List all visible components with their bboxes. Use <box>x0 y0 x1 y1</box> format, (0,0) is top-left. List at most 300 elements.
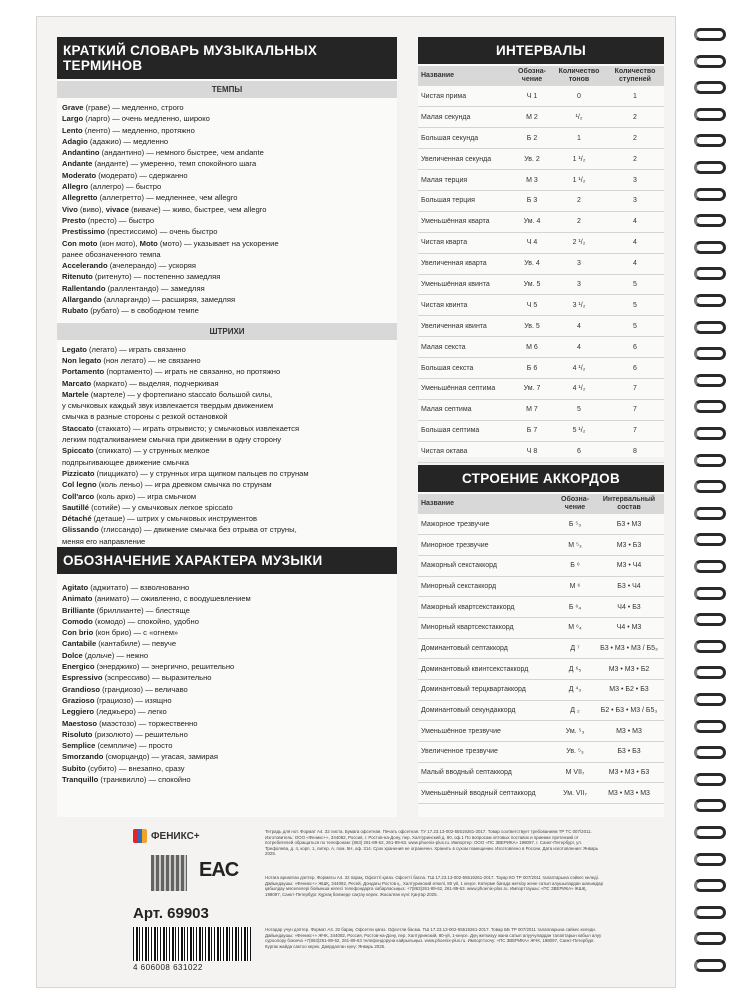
intervals-table <box>418 66 664 463</box>
fine-print-kz: Нотаға арналған дәптер. Форматы А4. 32 парақ. Офсетті қағаз. Офсетті баспа. ТШ 17.23.13-002-55519261-2017. Тауар КО ТР 007/2011 талаптарына сәйкес келеді. Дайындаушы: «Феникс+» ЖШҚ, 344082, Ресей, Дондағы Ростов қ., Халтуринский өткелі, 80 үй, 1 кеңсе. Көтерме бағада жеткізу және сатып алушылардан шағымдар қабылдау мәселелері бойынша келесі телефондарға хабарласыңыз: +7(863)261-89-62, 261-89-63. www.phoenix-plus.ru. Импорттаушы: «ПС ЗВЕРИКА» ЖШҚ, 198097, Санкт-Петербург. Кұрғақ бөлмеде сақтау керек. Жасалған күні: Қаңтар 2025. <box>265 875 604 897</box>
phoenix-logo-icon <box>133 829 147 843</box>
binding-ring <box>692 879 728 893</box>
term-definition: (аджитато) — взволнованно <box>88 583 190 592</box>
interval-steps: 1 <box>606 86 664 107</box>
term-line <box>57 524 397 535</box>
interval-steps: 4 <box>606 211 664 232</box>
interval-symbol: Ув. 5 <box>512 316 552 337</box>
term-definition: меняя его направление <box>62 536 146 546</box>
interval-tones: 2 ¹/₂ <box>552 232 606 253</box>
term-line <box>57 695 397 706</box>
chord-symbol: М VII₇ <box>556 762 594 783</box>
interval-tones: 3 <box>552 253 606 274</box>
term-definition: (ритенуто) — постепенно замедляя <box>92 272 221 282</box>
term-word: Allegretto <box>62 193 98 203</box>
term-word: Subito <box>62 763 86 773</box>
term-word: Moto <box>139 238 158 248</box>
chord-symbol: Ум. VII₇ <box>556 783 594 804</box>
term-line <box>57 740 397 751</box>
term-line <box>57 102 397 113</box>
character-card <box>57 547 397 817</box>
binding-ring <box>692 587 728 601</box>
term-definition: (пиццикато) — у струнных игра щипком пальцев по струнам <box>94 468 309 478</box>
chord-structure: М3 • М3 • Б3 <box>594 762 664 783</box>
chord-name: Доминантовый септаккорд <box>418 638 556 659</box>
binding-ring <box>692 640 728 654</box>
interval-steps: 4 <box>606 232 664 253</box>
intervals-col-steps: Количество ступеней <box>606 66 664 86</box>
term-line <box>57 192 397 203</box>
chord-row <box>418 576 664 597</box>
chords-col-name: Название <box>418 494 556 514</box>
binding-ring <box>692 321 728 335</box>
term-definition: (ленто) — медленно, протяжно <box>82 125 195 135</box>
term-word: Portamento <box>62 367 105 377</box>
term-definition: (престиссимо) — очень быстро <box>105 227 218 237</box>
interval-row <box>418 128 664 149</box>
chord-name: Малый вводный септаккорд <box>418 762 556 783</box>
term-line <box>57 502 397 513</box>
chord-name: Доминантовый квинтсекстаккорд <box>418 659 556 680</box>
term-word: Energico <box>62 662 95 672</box>
binding-ring <box>692 826 728 840</box>
term-line <box>57 136 397 147</box>
chord-structure: М3 • М3 • Б2 <box>594 659 664 680</box>
term-definition: (транквилло) — спокойно <box>98 775 191 785</box>
binding-ring <box>692 28 728 42</box>
interval-steps: 3 <box>606 170 664 191</box>
interval-row <box>418 232 664 253</box>
term-line <box>57 593 397 604</box>
chord-row <box>418 700 664 721</box>
binding-ring <box>692 214 728 228</box>
term-word: Legato <box>62 344 87 354</box>
interval-row <box>418 253 664 274</box>
term-word: Con brio <box>62 628 94 638</box>
term-line <box>57 751 397 762</box>
interval-tones: 1 ¹/₂ <box>552 149 606 170</box>
article-number: Арт. 69903 <box>133 905 209 922</box>
term-word: Accelerando <box>62 261 108 271</box>
interval-steps: 5 <box>606 316 664 337</box>
binding-ring <box>692 746 728 760</box>
binding-ring <box>692 560 728 574</box>
binding-ring <box>692 693 728 707</box>
term-line <box>57 582 397 593</box>
chord-row <box>418 555 664 576</box>
term-definition: (энерджико) — энергично, решительно <box>94 662 235 672</box>
term-definition: у смычковых каждый звук извлекается твердым движением <box>62 401 274 411</box>
term-definition: (модерато) — сдержанно <box>96 170 188 180</box>
binding-ring <box>692 374 728 388</box>
term-definition: (андантино) — немного быстрее, чем andante <box>99 148 264 158</box>
chords-header-row <box>418 494 664 514</box>
interval-tones: 2 <box>552 211 606 232</box>
interval-row <box>418 358 664 379</box>
chords-col-symbol: Обозна-чение <box>556 494 594 514</box>
brand-logo <box>133 829 200 843</box>
term-definition: (маэстозо) — торжественно <box>97 718 198 728</box>
chord-structure: Б3 • М3 <box>594 514 664 535</box>
chord-structure: М3 • М3 • М3 <box>594 783 664 804</box>
interval-row <box>418 107 664 128</box>
binding-ring <box>692 533 728 547</box>
tempos-list <box>57 98 397 317</box>
binding-ring <box>692 853 728 867</box>
intervals-title: ИНТЕРВАЛЫ <box>418 37 664 64</box>
binding-ring <box>692 613 728 627</box>
term-word: Risoluto <box>62 729 93 739</box>
chord-structure: Б3 • Ч4 <box>594 576 664 597</box>
term-definition: (грандиозо) — величаво <box>99 684 188 694</box>
term-definition: (сотийе) — у смычковых легкое spiccato <box>89 502 233 512</box>
chords-col-structure: Интервальный состав <box>594 494 664 514</box>
chord-structure: М3 • Б2 • Б3 <box>594 680 664 701</box>
term-definition: (легато) — играть связанно <box>86 344 186 354</box>
term-line <box>57 445 397 456</box>
term-line <box>57 774 397 785</box>
binding-ring <box>692 427 728 441</box>
dictionary-card <box>57 37 397 562</box>
intervals-col-name: Название <box>418 66 512 86</box>
chord-symbol: Д ⁷ <box>556 638 594 659</box>
term-line <box>57 271 397 282</box>
binding-ring <box>692 81 728 95</box>
chord-structure: Ч4 • М3 <box>594 617 664 638</box>
term-word: Adagio <box>62 136 88 146</box>
term-word: Staccato <box>62 423 94 433</box>
binding-ring <box>692 959 728 973</box>
term-definition: (виваче) — живо, быстрее, чем allegro <box>128 204 267 214</box>
term-definition: (мартеле) — у фортепиано staccato большой силы, <box>88 389 273 399</box>
binding-ring <box>692 773 728 787</box>
interval-tones: 3 ¹/₂ <box>552 295 606 316</box>
chords-table <box>418 494 664 804</box>
interval-row <box>418 86 664 107</box>
term-line <box>57 378 397 389</box>
term-line <box>57 411 397 422</box>
intervals-col-symbol: Обозна-чение <box>512 66 552 86</box>
term-line <box>57 355 397 366</box>
term-definition: (сморцандо) — угасая, замирая <box>103 752 218 762</box>
binding-ring <box>692 400 728 414</box>
term-definition: (раллентандо) — замедляя <box>105 283 205 293</box>
interval-name: Чистая кварта <box>418 232 512 253</box>
term-word: Spiccato <box>62 446 94 456</box>
interval-steps: 4 <box>606 253 664 274</box>
term-line <box>57 344 397 355</box>
interval-symbol: Ув. 4 <box>512 253 552 274</box>
term-definition: (субито) — внезапно, сразу <box>85 763 185 773</box>
term-definition: (грациозо) — изящно <box>94 695 172 705</box>
term-definition: (коль леньо) — игра древком смычка по струнам <box>96 480 272 490</box>
interval-row <box>418 295 664 316</box>
interval-tones: 4 ¹/₂ <box>552 378 606 399</box>
binding-ring <box>692 267 728 281</box>
term-definition: (кон брио) — с «огнем» <box>93 628 179 638</box>
fine-print-ru: Тетрадь для нот. Формат А4. 32 листа. Бумага офсетная. Печать офсетная. ТУ 17.23.13-002-55519261-2017. Товар соответствует требованиям ТР ТС 007/2011. Изготовитель: ООО «Феникс+», 344082, Россия, г. Ростов-на-Дону, пер. Халтуринский д. 80, оф.1 По вопросам оптовых поставок и приемке претензий от потребителей обращаться по телефонам: (863) 261-89-62, 261-89-63. www.phoenix-plus.ru. Импортер: ООО «ПС ЗВЕРИКА» 198097, г. Санкт-Петербург, ул. Трефолева, д. 4, корп. 1, литер. А, пом. 5Н, оф. 314. Срок хранения не ограничен. Хранить в сухом помещении. Изготовлено в России. Дата изготовления: Январь 2025. <box>265 829 599 857</box>
term-word: Leggiero <box>62 707 95 717</box>
interval-symbol: Ч 8 <box>512 441 552 462</box>
term-definition: (глиссандо) — движение смычка без отрыва от струны, <box>98 525 297 535</box>
chord-symbol: М ⁶₄ <box>556 617 594 638</box>
interval-steps: 5 <box>606 295 664 316</box>
chord-name: Минорный квартсекстаккорд <box>418 617 556 638</box>
term-line <box>57 423 397 434</box>
interval-row <box>418 149 664 170</box>
interval-row <box>418 316 664 337</box>
interval-steps: 6 <box>606 358 664 379</box>
chord-structure: Б3 • Б3 <box>594 742 664 763</box>
binding-ring <box>692 241 728 255</box>
term-line <box>57 672 397 683</box>
chord-symbol: Д ₂ <box>556 700 594 721</box>
chord-row <box>418 659 664 680</box>
chord-structure: Б2 • Б3 • М3 / Б5₃ <box>594 700 664 721</box>
term-word: Non legato <box>62 355 102 365</box>
term-definition: (деташе) — штрих у смычковых инструментов <box>91 514 258 524</box>
interval-symbol: Б 3 <box>512 190 552 211</box>
chord-row <box>418 742 664 763</box>
term-word: Largo <box>62 114 84 124</box>
term-definition: (дольче) — нежно <box>82 650 149 660</box>
interval-symbol: М 3 <box>512 170 552 191</box>
interval-name: Уменьшённая квинта <box>418 274 512 295</box>
binding-ring <box>692 666 728 680</box>
binding-ring <box>692 55 728 69</box>
chord-structure: М3 • Б3 <box>594 535 664 556</box>
term-word: Sautillé <box>62 502 90 512</box>
binding-ring <box>692 799 728 813</box>
term-definition: (виво), <box>77 204 106 214</box>
term-definition: (бриллианте) — блестяще <box>94 605 190 615</box>
term-line <box>57 366 397 377</box>
interval-symbol: Ум. 7 <box>512 378 552 399</box>
chord-structure: Б3 • М3 • М3 / Б5₃ <box>594 638 664 659</box>
term-word: Pizzicato <box>62 468 95 478</box>
term-line <box>57 479 397 490</box>
interval-tones: 3 <box>552 274 606 295</box>
term-word: Espressivo <box>62 673 103 683</box>
term-word: Coll'arco <box>62 491 95 501</box>
interval-tones: 2 <box>552 190 606 211</box>
interval-name: Большая терция <box>418 190 512 211</box>
term-word: Cantabile <box>62 639 97 649</box>
interval-steps: 7 <box>606 399 664 420</box>
interval-name: Увеличенная кварта <box>418 253 512 274</box>
term-definition: (ризолюто) — решительно <box>92 729 188 739</box>
interval-row <box>418 337 664 358</box>
term-definition: (маркато) — выделяя, подчеркивая <box>91 378 219 388</box>
binding-ring <box>692 161 728 175</box>
term-definition: (мото) — указывает на ускорение <box>157 238 279 248</box>
term-definition: (кон мото), <box>97 238 140 248</box>
interval-symbol: Ч 1 <box>512 86 552 107</box>
term-line <box>57 513 397 524</box>
term-word: Andante <box>62 159 93 169</box>
term-definition: (адажио) — медленно <box>87 136 169 146</box>
term-line <box>57 605 397 616</box>
interval-tones: ¹/₂ <box>552 107 606 128</box>
chord-name: Минорное трезвучие <box>418 535 556 556</box>
term-line <box>57 238 397 249</box>
term-word: Brilliante <box>62 605 95 615</box>
interval-steps: 2 <box>606 149 664 170</box>
term-line <box>57 638 397 649</box>
term-word: Animato <box>62 594 93 604</box>
term-word: Grandioso <box>62 684 100 694</box>
term-definition: (аллегро) — быстро <box>88 182 162 192</box>
term-word: Ritenuto <box>62 272 93 282</box>
chord-row <box>418 680 664 701</box>
interval-name: Большая секста <box>418 358 512 379</box>
term-word: Dolce <box>62 650 83 660</box>
binding-ring <box>692 507 728 521</box>
term-line <box>57 729 397 740</box>
interval-name: Увеличенная секунда <box>418 149 512 170</box>
term-definition: смычка в разные стороны с резкой остановкой <box>62 412 228 422</box>
chords-title: СТРОЕНИЕ АККОРДОВ <box>418 465 664 492</box>
term-word: Maestoso <box>62 718 98 728</box>
chord-row <box>418 721 664 742</box>
term-line <box>57 113 397 124</box>
binding-ring <box>692 480 728 494</box>
interval-name: Большая секунда <box>418 128 512 149</box>
interval-tones: 5 <box>552 399 606 420</box>
term-definition: (кантабиле) — певуче <box>96 639 177 649</box>
interval-tones: 4 <box>552 316 606 337</box>
term-line <box>57 158 397 169</box>
chord-symbol: Ув. ⁵₃ <box>556 742 594 763</box>
interval-row <box>418 274 664 295</box>
chord-symbol: М ⁵₃ <box>556 535 594 556</box>
strokes-title: ШТРИХИ <box>57 323 397 340</box>
term-word: Agitato <box>62 583 89 592</box>
term-definition: (анимато) — оживленно, с воодушевлением <box>92 594 251 604</box>
interval-name: Чистая прима <box>418 86 512 107</box>
chord-name: Мажорное трезвучие <box>418 514 556 535</box>
strokes-list <box>57 340 397 547</box>
term-line <box>57 400 397 411</box>
chord-symbol: Б ⁶ <box>556 555 594 576</box>
term-line <box>57 468 397 479</box>
term-line <box>57 260 397 271</box>
interval-row <box>418 378 664 399</box>
term-line <box>57 627 397 638</box>
character-title: ОБОЗНАЧЕНИЕ ХАРАКТЕРА МУЗЫКИ <box>57 547 397 574</box>
interval-tones: 5 ¹/₂ <box>552 420 606 441</box>
term-definition: (нон легато) — не связанно <box>101 355 201 365</box>
interval-symbol: Ч 5 <box>512 295 552 316</box>
interval-symbol: Ч 4 <box>512 232 552 253</box>
term-line <box>57 305 397 316</box>
term-line <box>57 536 397 547</box>
interval-row <box>418 441 664 462</box>
term-line <box>57 249 397 260</box>
term-definition: подпрыгивающее движение смычка <box>62 457 189 467</box>
term-definition: ранее обозначенного темпа <box>62 249 161 259</box>
intervals-card <box>418 37 664 457</box>
interval-steps: 8 <box>606 441 664 462</box>
term-word: Allegro <box>62 182 89 192</box>
interval-name: Малая секунда <box>418 107 512 128</box>
interval-steps: 2 <box>606 107 664 128</box>
term-word: Tranquillo <box>62 775 99 785</box>
interval-symbol: Ум. 4 <box>512 211 552 232</box>
term-line <box>57 181 397 192</box>
binding-ring <box>692 108 728 122</box>
chord-name: Доминантовый терцквартаккорд <box>418 680 556 701</box>
interval-tones: 1 ¹/₂ <box>552 170 606 191</box>
chord-name: Мажорный секстаккорд <box>418 555 556 576</box>
term-word: Smorzando <box>62 752 104 762</box>
term-line <box>57 226 397 237</box>
interval-symbol: Ув. 2 <box>512 149 552 170</box>
chord-structure: М3 • Ч4 <box>594 555 664 576</box>
term-line <box>57 434 397 445</box>
chord-name: Уменьшённый вводный септаккорд <box>418 783 556 804</box>
interval-row <box>418 420 664 441</box>
interval-tones: 0 <box>552 86 606 107</box>
term-line <box>57 215 397 226</box>
binding-ring <box>692 134 728 148</box>
barcode-digits: 4 606008 631022 <box>133 963 203 972</box>
binding-ring <box>692 906 728 920</box>
chord-symbol: М ⁶ <box>556 576 594 597</box>
chord-row <box>418 617 664 638</box>
term-word: Glissando <box>62 525 99 535</box>
interval-name: Уменьшённая септима <box>418 378 512 399</box>
notebook-back-cover <box>36 16 676 988</box>
interval-symbol: М 7 <box>512 399 552 420</box>
interval-symbol: Ум. 5 <box>512 274 552 295</box>
binding-ring <box>692 294 728 308</box>
chord-structure: Ч4 • Б3 <box>594 597 664 618</box>
term-definition: (семпличе) — просто <box>95 741 173 751</box>
term-line <box>57 763 397 774</box>
term-line <box>57 283 397 294</box>
term-line <box>57 706 397 717</box>
chord-row <box>418 762 664 783</box>
term-word: vivace <box>105 204 129 214</box>
term-word: Allargando <box>62 295 102 305</box>
term-word: Détaché <box>62 514 92 524</box>
term-word: Col legno <box>62 480 97 490</box>
term-word: Rubato <box>62 306 89 316</box>
chord-row <box>418 597 664 618</box>
fine-print-kg: Нотадар учун дәптер. Формат А4. 32 барақ. Офсетли қағаз. Офсетли басма. ТШ 17.23.13-002-55519261-2017. Товар ББ ТР 007/2011 талапларына сайкес келеди. Дайындаушы: «Феникс+» ЖЧК, 344082, Россия, Ростов-на-Дону, пер. Халтуринский, 80-үй, 1-кеңсе. Дүң жеткизуу жана сатып алуучулардан талаптарын кабыл алуу суроолору боюнча +7(863)261-89-62, 261-89-63 телефондоруна кайрылыңыз. www.phoenix-plus.ru. Импорттоочу: «ПС ЗВЕРИКА» ЖЧК, 198097, Санкт-Петербург. Кургак жайда сактоо керек. Даярдалган күнү: Январь 2025. <box>265 927 602 949</box>
interval-name: Чистая квинта <box>418 295 512 316</box>
term-definition: (граве) — медленно, строго <box>83 103 184 112</box>
term-word: Lento <box>62 125 83 135</box>
term-line <box>57 125 397 136</box>
term-definition: (спиккато) — у струнных мелкое <box>93 446 210 456</box>
term-definition: (комодо) — спокойно, удобно <box>92 616 199 626</box>
term-definition: (эспрессиво) — выразительно <box>102 673 212 683</box>
term-line <box>57 684 397 695</box>
interval-name: Увеличенная квинта <box>418 316 512 337</box>
intervals-header-row <box>418 66 664 86</box>
binding-ring <box>692 347 728 361</box>
chord-name: Увеличенное трезвучие <box>418 742 556 763</box>
term-definition: (леджьеро) — легко <box>94 707 167 717</box>
interval-tones: 4 ¹/₂ <box>552 358 606 379</box>
qr-code <box>151 855 187 891</box>
brand-name: ФЕНИКС+ <box>151 830 200 842</box>
footer <box>133 829 613 979</box>
interval-steps: 3 <box>606 190 664 211</box>
interval-row <box>418 190 664 211</box>
